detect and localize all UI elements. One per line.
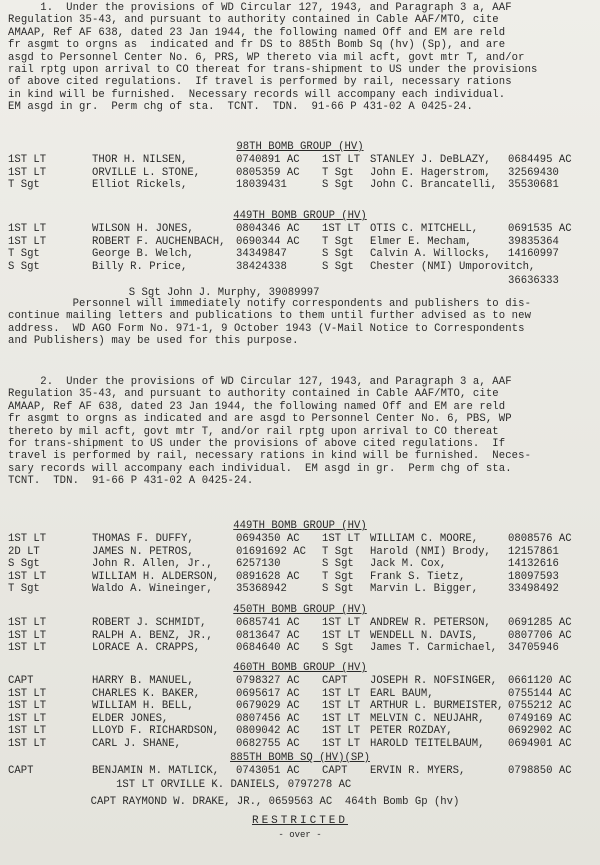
rank-right: 1ST LT — [322, 687, 361, 700]
serial-left: 38424338 — [236, 260, 287, 273]
serial-left: 0740891 AC — [236, 154, 300, 166]
roster-row — [8, 725, 596, 738]
serial-right: 0691285 AC — [508, 617, 572, 629]
name-left: ORVILLE L. STONE, — [92, 166, 201, 179]
text-line: 1. Under the provisions of WD Circular 127, 1943, and Paragraph 3 a, AAF — [8, 2, 512, 14]
text-line: fr asgmt to orgns as indicated and are asgd to Personnel Center No. 6, PBS, WP — [8, 413, 512, 426]
rank-left: 1ST LT — [8, 166, 47, 179]
name-right: Calvin A. Willocks, — [370, 248, 491, 261]
roster-450th-bomb-group — [8, 617, 596, 655]
text-line: AMAAP, Ref AF 638, dated 23 Jan 1944, the following named Off and EM are reld — [8, 400, 506, 413]
name-left: THOMAS F. DUFFY, — [92, 533, 194, 545]
serial-right: 0807706 AC — [508, 629, 572, 642]
rank-right: S Sgt — [322, 642, 354, 655]
text-line: continue mailing letters and publications to them until further advised as to new — [8, 310, 532, 323]
serial-left: 0684640 AC — [236, 642, 300, 655]
rank-right: 1ST LT — [322, 617, 361, 629]
text-line: Regulation 35-43, and pursuant to authority contained in Cable AAF/MTO, cite — [8, 388, 499, 401]
name-left: ROBERT F. AUCHENBACH, — [92, 235, 226, 248]
serial-right: 18097593 — [508, 570, 559, 583]
rank-left: 1ST LT — [8, 570, 47, 583]
serial-right: 0684495 AC — [508, 154, 572, 166]
text-line: address. WD AGO Form No. 971-1, 9 October 1943 (V-Mail Notice to Correspondents — [8, 322, 525, 335]
name-left: RALPH A. BENZ, JR., — [92, 629, 213, 642]
roster-row — [8, 558, 596, 571]
name-left: LORACE A. CRAPPS, — [92, 642, 201, 655]
paragraph-1 — [8, 2, 594, 114]
name-left: HARRY B. MANUEL, — [92, 675, 194, 687]
roster-row — [8, 236, 596, 249]
text-line: TCNT. TDN. 91-66 P 431-02 A 0425-24. — [8, 475, 254, 488]
rank-left: S Sgt — [8, 260, 40, 273]
heading-885th-bomb-sq: 885TH BOMB SQ (HV)(SP) — [230, 752, 370, 764]
rank-left: 1ST LT — [8, 617, 47, 629]
text-line: in kind will be furnished. Necessary records will accompany each individual. — [8, 88, 506, 101]
name-right: MELVIN C. NEUJAHR, — [370, 712, 485, 725]
serial-left: 0694350 AC — [236, 533, 300, 545]
rank-right: T Sgt — [322, 570, 354, 583]
rank-left: S Sgt — [8, 558, 40, 571]
rank-left: 1ST LT — [8, 629, 47, 642]
serial-right: 14132616 — [508, 558, 559, 571]
roster-row — [8, 583, 596, 596]
rank-left: 1ST LT — [8, 223, 47, 235]
name-left: WILLIAM H. ALDERSON, — [92, 570, 220, 583]
name-right: John C. Brancatelli, — [370, 179, 498, 192]
name-right: ANDREW R. PETERSON, — [370, 617, 491, 629]
rank-right: CAPT — [322, 765, 348, 777]
extra-entry: S Sgt John J. Murphy, 39089997 — [33, 287, 320, 300]
name-right: John E. Hagerstrom, — [370, 166, 491, 179]
rank-right: 1ST LT — [322, 223, 361, 235]
text-line: of above cited regulations. If travel is performed by rail, necessary rations — [8, 76, 512, 89]
roster-98th-bomb-group — [8, 154, 596, 192]
serial-right: 33498492 — [508, 583, 559, 596]
name-left: LLOYD F. RICHARDSON, — [92, 725, 220, 738]
serial-right: 0798850 AC — [508, 765, 572, 777]
heading-98th-bomb-group: 98TH BOMB GROUP (HV) — [236, 141, 364, 153]
serial-right: 34705946 — [508, 642, 559, 655]
roster-row — [8, 738, 596, 751]
heading-450th-bomb-group: 450TH BOMB GROUP (HV) — [233, 604, 367, 616]
roster-row — [8, 713, 596, 726]
serial-right: 35530681 — [508, 179, 559, 192]
serial-left: 0690344 AC — [236, 235, 300, 248]
roster-extra-right: 36636333 — [508, 275, 559, 287]
roster-row — [8, 154, 596, 167]
rank-left: 1ST LT — [8, 533, 47, 545]
over-mark: - over - — [278, 830, 322, 840]
text-line: EM asgd in gr. Perm chg of sta. TCNT. TDN. 91-66 P 431-02 A 0425-24. — [8, 101, 473, 114]
roster-460th-bomb-group — [8, 675, 596, 751]
serial-left: 34349847 — [236, 248, 287, 261]
name-left: John R. Allen, Jr., — [92, 558, 213, 571]
name-right: Frank S. Tietz, — [370, 570, 466, 583]
text-line: thereto by mil acft, govt mtr T, and/or rail rptg upon arrival to CO thereat — [8, 425, 499, 438]
rank-right: S Sgt — [322, 583, 354, 596]
serial-left: 0813647 AC — [236, 629, 300, 642]
rank-right: 1ST LT — [322, 154, 361, 166]
heading-460th-bomb-group: 460TH BOMB GROUP (HV) — [233, 662, 367, 674]
roster-row — [8, 617, 596, 630]
name-right: ARTHUR L. BURMEISTER, — [370, 700, 504, 713]
serial-left: 0809042 AC — [236, 725, 300, 738]
name-right: STANLEY J. DeBLAZY, — [370, 154, 491, 166]
name-left: WILSON H. JONES, — [92, 223, 194, 235]
roster-885-line-3: CAPT RAYMOND W. DRAKE, JR., 0659563 AC 464th Bomb Gp (hv) — [8, 796, 460, 808]
roster-row — [8, 533, 596, 546]
serial-left: 18039431 — [236, 179, 287, 192]
serial-left: 0685741 AC — [236, 617, 300, 629]
roster-row — [8, 700, 596, 713]
rank-right: T Sgt — [322, 545, 354, 558]
heading-449th-bomb-group-2: 449TH BOMB GROUP (HV) — [233, 520, 367, 532]
text-line: travel is performed by rail, necessary rations in kind will be furnished. Neces- — [8, 450, 532, 463]
roster-row — [8, 571, 596, 584]
rank-left: 1ST LT — [8, 737, 47, 750]
name-right: ERVIN R. MYERS, — [370, 765, 466, 777]
roster-449th-bomb-group-1 — [8, 223, 596, 273]
serial-left: 01691692 AC — [236, 545, 306, 558]
name-left: Waldo A. Wineinger, — [92, 583, 213, 596]
heading-449th-bomb-group-1: 449TH BOMB GROUP (HV) — [233, 210, 367, 222]
text-line: asgd to Personnel Center No. 6, PRS, WP thereto via mil acft, govt mtr T, and/or — [8, 51, 525, 64]
text-line: for trans-shipment to US under the provisions of above cited regulations. If — [8, 438, 506, 451]
name-right: Elmer E. Mecham, — [370, 235, 472, 248]
rank-left: CAPT — [8, 765, 34, 777]
rank-right: T Sgt — [322, 235, 354, 248]
name-left: CARL J. SHANE, — [92, 737, 182, 750]
serial-right: 0691535 AC — [508, 223, 572, 235]
roster-row — [8, 167, 596, 180]
name-right: HAROLD TEITELBAUM, — [370, 737, 485, 750]
rank-left: 1ST LT — [8, 154, 47, 166]
rank-right: S Sgt — [322, 558, 354, 571]
rank-right: S Sgt — [322, 248, 354, 261]
serial-left: 0679029 AC — [236, 700, 300, 713]
roster-row — [8, 261, 596, 274]
name-right: PETER ROZDAY, — [370, 725, 453, 738]
name-right: James T. Carmichael, — [370, 642, 498, 655]
serial-right: 0755144 AC — [508, 687, 572, 700]
serial-right: 0749169 AC — [508, 712, 572, 725]
roster-row — [8, 675, 596, 688]
name-left: Billy R. Price, — [92, 260, 188, 273]
rank-right: 1ST LT — [322, 737, 361, 750]
serial-left: 0798327 AC — [236, 675, 300, 687]
serial-left: 0891628 AC — [236, 570, 300, 583]
rank-left: 2D LT — [8, 545, 40, 558]
name-right: Jack M. Cox, — [370, 558, 447, 571]
paragraph-notice — [8, 298, 594, 348]
rank-left: 1ST LT — [8, 687, 47, 700]
serial-left: 0695617 AC — [236, 687, 300, 700]
rank-right: 1ST LT — [322, 725, 361, 738]
roster-449th-bomb-group-2 — [8, 533, 596, 596]
rank-right: S Sgt — [322, 260, 354, 273]
name-right: EARL BAUM, — [370, 687, 434, 700]
rank-left: 1ST LT — [8, 235, 47, 248]
name-right: JOSEPH R. NOFSINGER, — [370, 675, 498, 687]
name-left: WILLIAM H. BELL, — [92, 700, 194, 713]
rank-left: 1ST LT — [8, 725, 47, 738]
rank-left: 1ST LT — [8, 642, 47, 655]
rank-left: T Sgt — [8, 248, 40, 261]
serial-left: 0743051 AC — [236, 765, 300, 777]
name-right: Harold (NMI) Brody, — [370, 545, 491, 558]
rank-right: 1ST LT — [322, 712, 361, 725]
serial-left: 0805359 AC — [236, 166, 300, 179]
name-left: CHARLES K. BAKER, — [92, 687, 201, 700]
text-line: 2. Under the provisions of WD Circular 127, 1943, and Paragraph 3 a, AAF — [8, 376, 512, 388]
name-right: WILLIAM C. MOORE, — [370, 533, 479, 545]
name-right: Marvin L. Bigger, — [370, 583, 479, 596]
text-line: and Publishers) may be used for this purpose. — [8, 335, 299, 348]
rank-right: 1ST LT — [322, 533, 361, 545]
roster-row — [8, 765, 596, 778]
serial-right: 0808576 AC — [508, 533, 572, 545]
rank-right: 1ST LT — [322, 700, 361, 713]
roster-row — [8, 223, 596, 236]
serial-right: 0694901 AC — [508, 737, 572, 750]
name-right: WENDELL N. DAVIS, — [370, 629, 479, 642]
name-right: Chester (NMI) Umporovitch, — [370, 260, 536, 273]
name-left: THOR H. NILSEN, — [92, 154, 188, 166]
name-left: JAMES N. PETROS, — [92, 545, 194, 558]
name-left: Elliot Rickels, — [92, 179, 188, 192]
roster-885th-bomb-sq — [8, 765, 596, 778]
rank-right: CAPT — [322, 675, 348, 687]
name-right: OTIS C. MITCHELL, — [370, 223, 479, 235]
serial-right: 39835364 — [508, 235, 559, 248]
serial-right: 12157861 — [508, 545, 559, 558]
roster-row — [8, 688, 596, 701]
rank-right: S Sgt — [322, 179, 354, 192]
serial-right: 0661120 AC — [508, 675, 572, 687]
text-line: sary records will accompany each individual. EM asgd in gr. Perm chg of sta. — [8, 462, 512, 475]
text-line: AMAAP, Ref AF 638, dated 23 Jan 1944, the following named Off and EM are reld — [8, 26, 506, 39]
roster-row — [8, 179, 596, 192]
serial-left: 0807456 AC — [236, 712, 300, 725]
roster-row — [8, 642, 596, 655]
roster-row — [8, 248, 596, 261]
name-left: BENJAMIN M. MATLICK, — [92, 765, 220, 777]
serial-left: 0682755 AC — [236, 737, 300, 750]
restricted-mark: RESTRICTED — [251, 815, 348, 827]
serial-left: 0804346 AC — [236, 223, 300, 235]
rank-left: T Sgt — [8, 583, 40, 596]
text-line: rail rptg upon arrival to CO thereat for trans-shipment to US under the provisions — [8, 64, 538, 77]
roster-885-line-2: 1ST LT ORVILLE K. DANIELS, 0797278 AC — [8, 779, 352, 791]
rank-left: T Sgt — [8, 179, 40, 192]
rank-left: 1ST LT — [8, 712, 47, 725]
text-line: Personnel will immediately notify correspondents and publishers to dis- — [8, 298, 532, 310]
serial-right: 0692902 AC — [508, 725, 572, 738]
serial-right: 14160997 — [508, 248, 559, 261]
roster-row — [8, 546, 596, 559]
text-line: Regulation 35-43, and pursuant to authority contained in Cable AAF/MTO, cite — [8, 14, 499, 27]
name-left: ELDER JONES, — [92, 712, 169, 725]
serial-left: 6257130 — [236, 558, 281, 571]
rank-left: 1ST LT — [8, 700, 47, 713]
serial-right: 0755212 AC — [508, 700, 572, 713]
rank-left: CAPT — [8, 675, 34, 687]
serial-right: 32569430 — [508, 166, 559, 179]
serial-left: 35368942 — [236, 583, 287, 596]
text-line: fr asgmt to orgns as indicated and fr DS to 885th Bomb Sq (hv) (Sp), and are — [8, 39, 506, 52]
roster-row — [8, 630, 596, 643]
rank-right: 1ST LT — [322, 629, 361, 642]
name-left: George B. Welch, — [92, 248, 194, 261]
paragraph-2 — [8, 376, 594, 488]
rank-right: T Sgt — [322, 166, 354, 179]
name-left: ROBERT J. SCHMIDT, — [92, 617, 207, 629]
